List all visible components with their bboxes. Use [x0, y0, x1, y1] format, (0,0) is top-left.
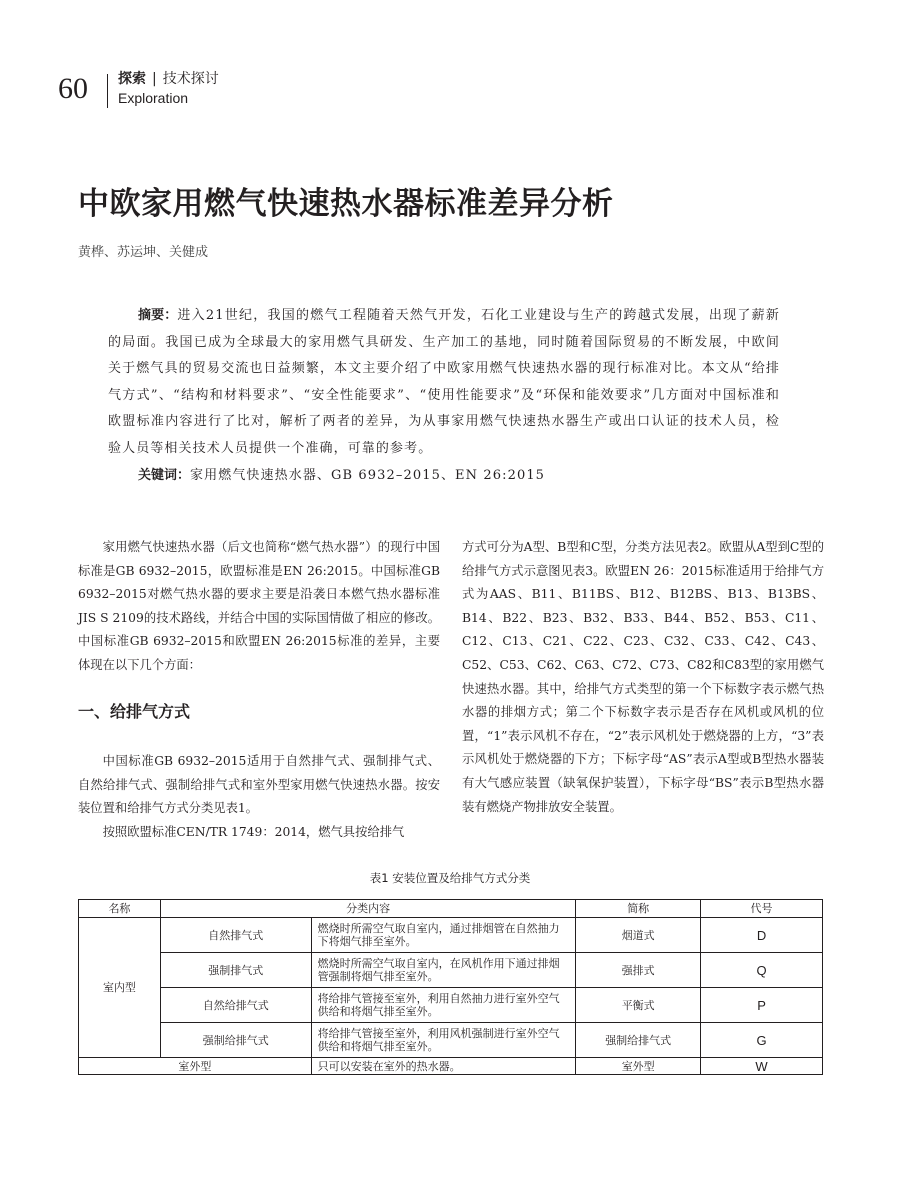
classification-table: [78, 899, 823, 1075]
abstract-label: 摘要：: [138, 308, 178, 323]
header-name: 名称: [79, 900, 161, 918]
row-content: 将给排气管接至室外，利用自然抽力进行室外空气供给和将烟气排至室外。: [311, 988, 576, 1023]
table-header-row: [79, 900, 823, 918]
table-row: [79, 918, 823, 953]
table-caption: 表1 安装位置及给排气方式分类: [369, 871, 531, 885]
header-divider: [107, 74, 108, 108]
group-indoor: 室内型: [79, 918, 161, 1058]
row-code: D: [701, 918, 823, 953]
row-code: P: [701, 988, 823, 1023]
body-paragraph-3: 按照欧盟标准CEN/TR 1749：2014，燃气具按给排气: [102, 824, 405, 839]
row-type: 强制给排气式: [160, 1023, 311, 1058]
abstract-paragraph: [108, 303, 780, 463]
row-code: G: [701, 1023, 823, 1058]
abstract-block: [108, 303, 780, 489]
row-type: 自然排气式: [160, 918, 311, 953]
subsection-name: 技术探讨: [162, 71, 219, 87]
header-content: 分类内容: [160, 900, 575, 918]
row-type: 室外型: [79, 1058, 312, 1075]
row-type: 自然给排气式: [160, 988, 311, 1023]
row-content: 只可以安装在室外的热水器。: [311, 1058, 576, 1075]
section-name: 探索: [118, 71, 146, 87]
right-paragraph: 方式可分为A型、B型和C型，分类方法见表2。欧盟从A型到C型的给排气方式示意图见表3。欧盟EN 26：2015标准适用于给排气方式为AAS、B11、B11BS、B12、B12BS、B13、B13BS、B14、B22、B23、B32、B33、B44、B52、B53、C11、C12、C13、C21、C22、C23、C32、C33、C42、C43、C52、C53、C62、C63、C72、C73、C82和C83型的家用燃气快速热水器。其中，给排气方式类型的第一个下标数字表示燃气热水器的排烟方式；第二个下标数字表示是否存在风机或风机的位置，“1”表示风机不存在，“2”表示风机处于燃烧器的上方，“3”表示风机处于燃烧器的下方；下标字母“AS”表示A型或B型热水器装有大气感应装置（缺氧保护装置），下标字母“BS”表示B型热水器装有燃烧产物排放安全装置。: [462, 540, 824, 814]
row-short: 平衡式: [576, 988, 701, 1023]
keywords-label: 关键词：: [138, 467, 191, 483]
left-column-intro: [78, 536, 440, 678]
intro-paragraph: 家用燃气快速热水器（后文也简称“燃气热水器”）的现行中国标准是GB 6932–2015，欧盟标准是EN 26:2015。中国标准GB 6932–2015对燃气热水器的要求主要是沿袭日本燃气热水器标准JIS S 2109的技术路线，并结合中国的实际国情做了相应的修改。中国标准GB 6932–2015和欧盟EN 26:2015标准的差异，主要体现在以下几个方面：: [78, 540, 440, 672]
section-english: Exploration: [118, 90, 189, 106]
table-row: [79, 953, 823, 988]
section-heading-1: 一、给排气方式: [78, 702, 191, 721]
row-code: W: [701, 1058, 823, 1075]
left-column-body: [78, 750, 440, 844]
keywords-text: 家用燃气快速热水器、GB 6932–2015、EN 26:2015: [190, 467, 546, 483]
table-row-outdoor: [79, 1058, 823, 1075]
page-number: 60: [58, 72, 88, 105]
keywords-line: [108, 463, 780, 490]
row-code: Q: [701, 953, 823, 988]
row-content: 燃烧时所需空气取自室内，在风机作用下通过排烟管强制将烟气排至室外。: [311, 953, 576, 988]
article-title: 中欧家用燃气快速热水器标准差异分析: [78, 186, 614, 222]
header-short: 简称: [576, 900, 701, 918]
article-authors: 黄桦、苏运坤、关健成: [78, 245, 209, 260]
section-separator: |: [152, 71, 157, 87]
row-short: 强排式: [576, 953, 701, 988]
row-type: 强制排气式: [160, 953, 311, 988]
row-short: 室外型: [576, 1058, 701, 1075]
abstract-text: 进入21世纪，我国的燃气工程随着天然气开发，石化工业建设与生产的跨越式发展，出现了薪新的局面。我国已成为全球最大的家用燃气具研发、生产加工的基地，同时随着国际贸易的不断发展，中欧间关于燃气具的贸易交流也日益频繁，本文主要介绍了中欧家用燃气快速热水器的现行标准对比。本文从“给排气方式”、“结构和材料要求”、“安全性能要求”、“使用性能要求”及“环保和能效要求”几方面对中国标准和欧盟标准内容进行了比对，解析了两者的差异，为从事家用燃气快速热水器生产或出口认证的技术人员，检验人员等相关技术人员提供一个准确，可靠的参考。: [108, 308, 780, 456]
section-label: [118, 70, 219, 88]
row-short: 烟道式: [576, 918, 701, 953]
row-content: 将给排气管接至室外，利用风机强制进行室外空气供给和将烟气排至室外。: [311, 1023, 576, 1058]
table-row: [79, 988, 823, 1023]
right-column: [462, 536, 824, 819]
body-paragraph-2: 中国标准GB 6932–2015适用于自然排气式、强制排气式、自然给排气式、强制给排气式和室外型家用燃气快速热水器。按安装位置和给排气方式分类见表1。: [78, 754, 440, 816]
table-row: [79, 1023, 823, 1058]
row-short: 强制给排气式: [576, 1023, 701, 1058]
header-code: 代号: [701, 900, 823, 918]
row-content: 燃烧时所需空气取自室内，通过排烟管在自然抽力下将烟气排至室外。: [311, 918, 576, 953]
